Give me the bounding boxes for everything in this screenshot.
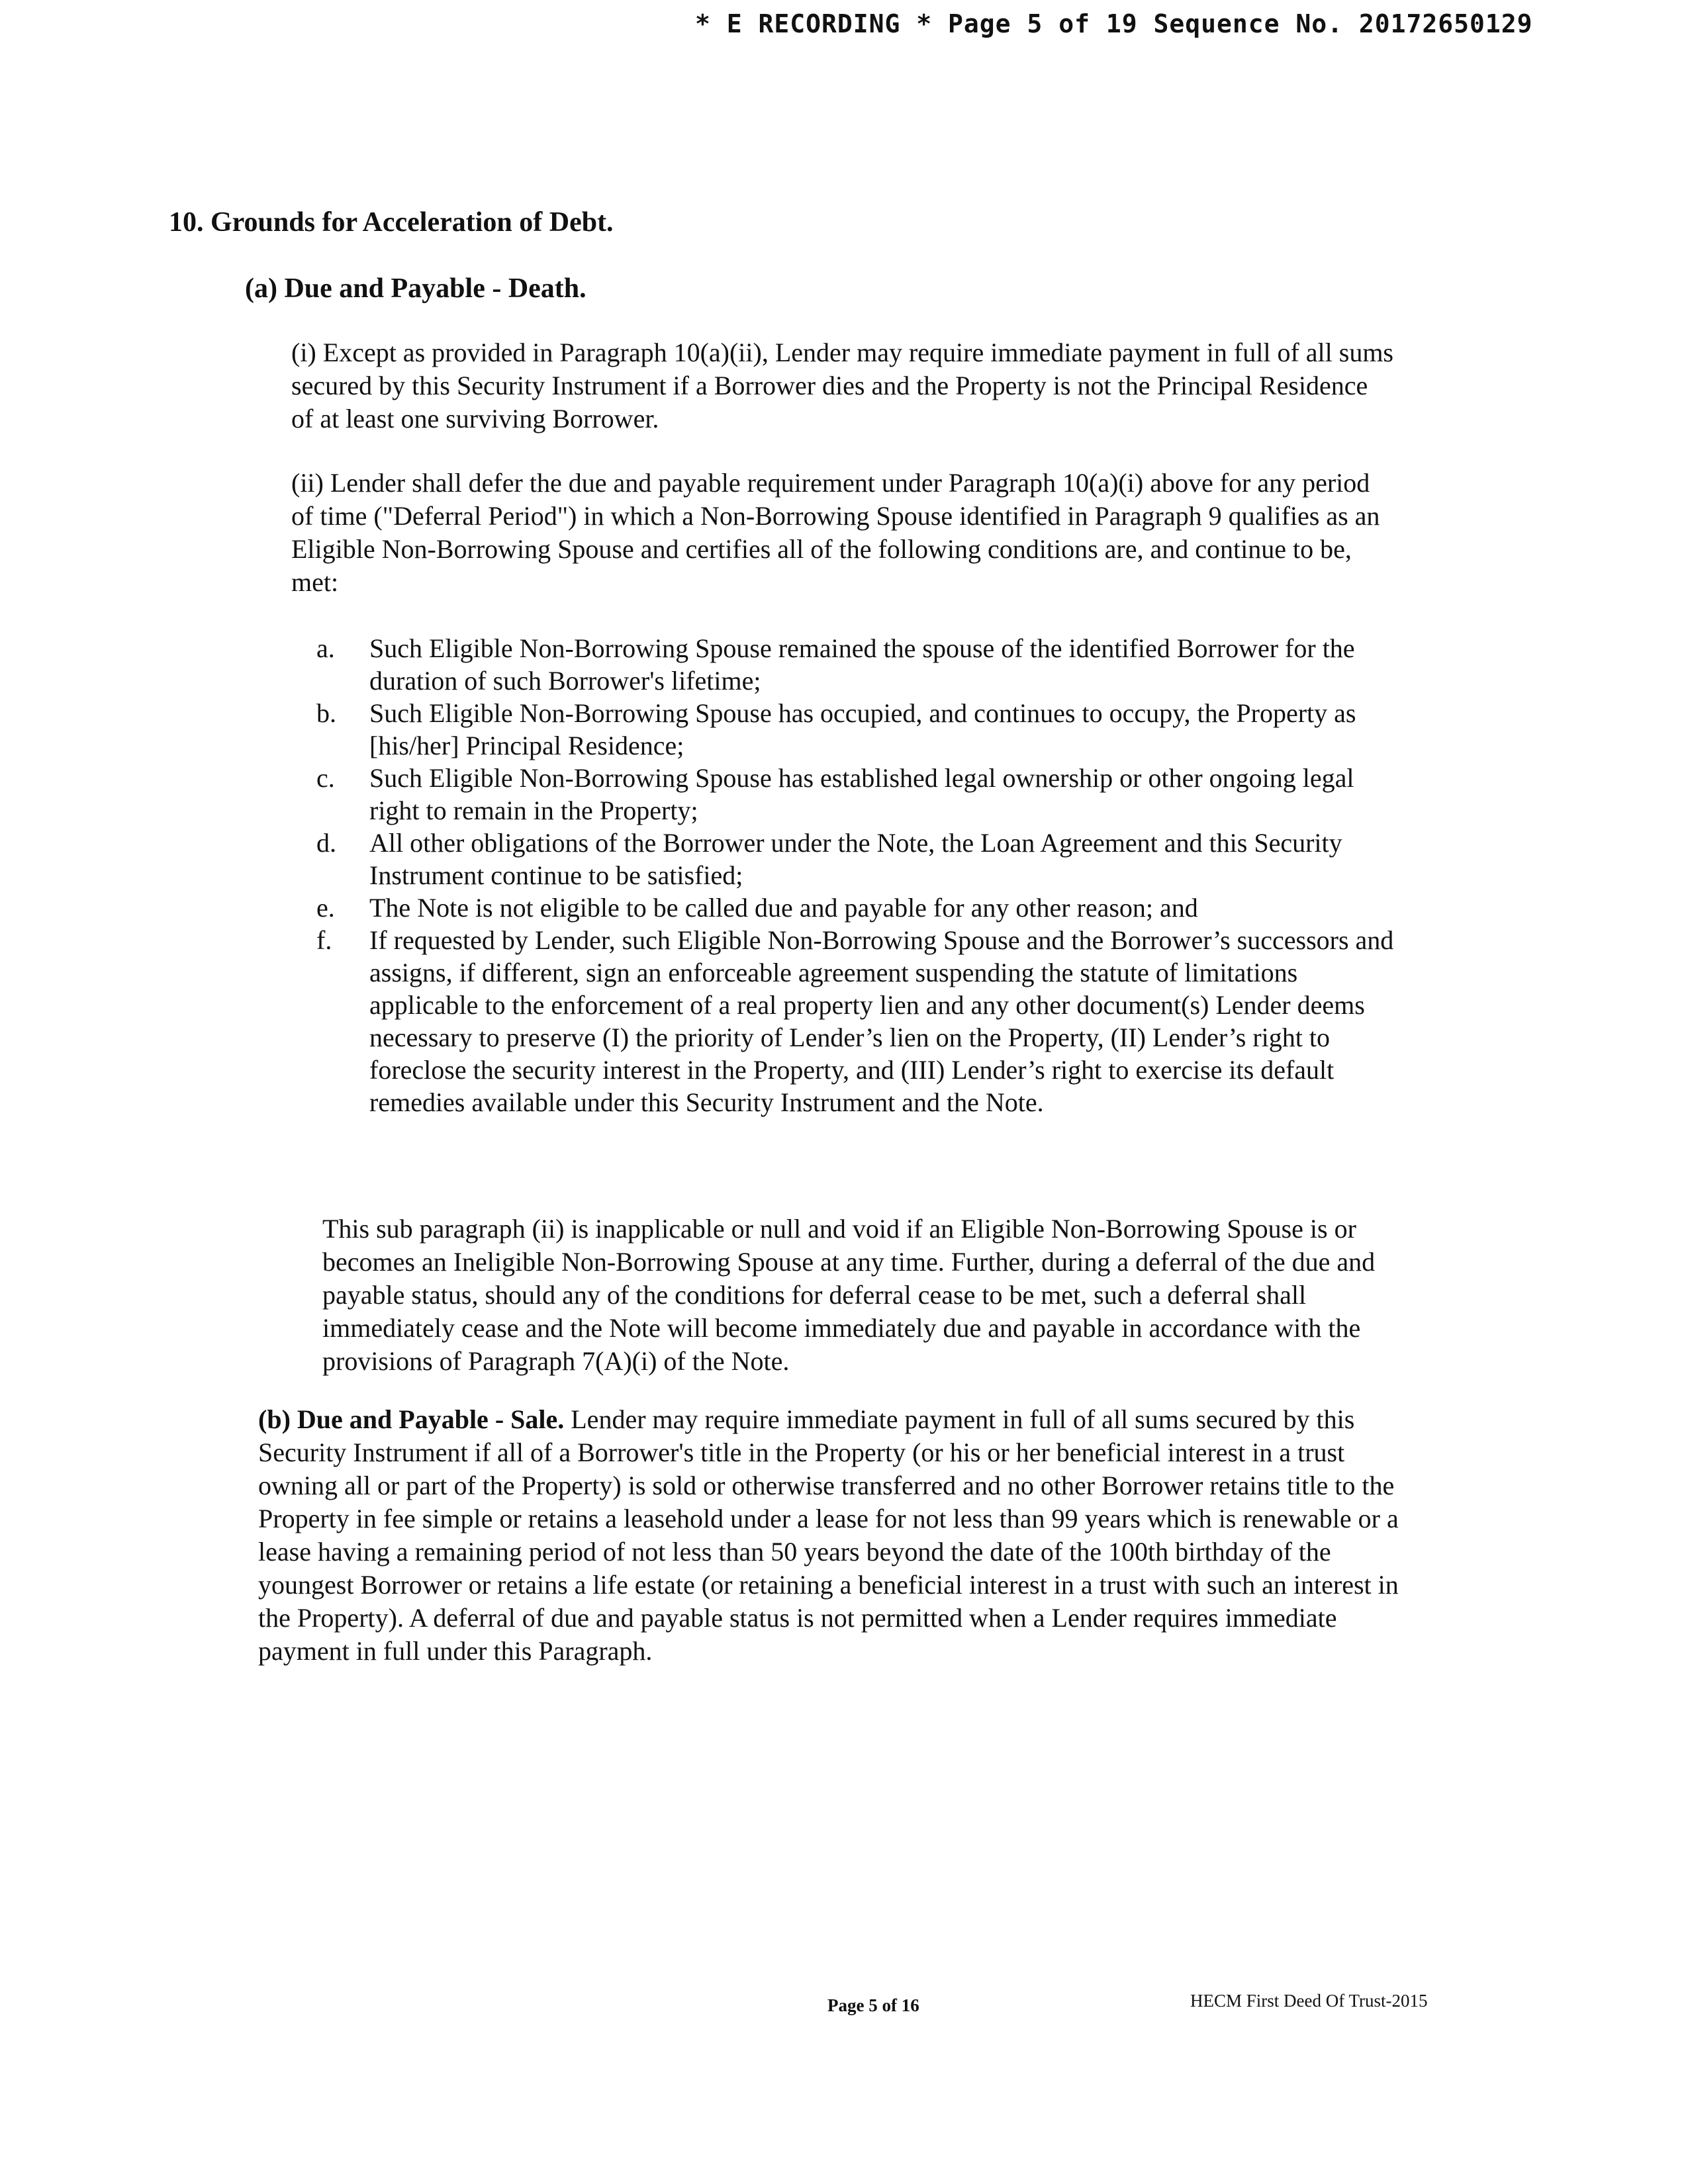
list-marker: c. xyxy=(316,763,335,793)
list-item xyxy=(316,924,1405,1118)
list-item xyxy=(316,697,1405,762)
list-marker: a. xyxy=(316,633,335,663)
paragraph-inapplicability: This sub paragraph (ii) is inapplicable or null and void if an Eligible Non-Borrowing Spouse is or becomes an Ineligible Non-Borrowing Spouse at any time. Further, during a deferral of the due and payable status, should any of the conditions for deferral cease to be met, such a deferral shall immediately cease and the Note will become immediately due and payable in accordance with the provisions of Paragraph 7(A)(i) of the Note. xyxy=(322,1214,1376,1376)
list-marker: b. xyxy=(316,698,336,728)
list-item-text: Such Eligible Non-Borrowing Spouse has occupied, and continues to occupy, the Property as [his/her] Principal Residence; xyxy=(369,698,1356,760)
list-item-text: All other obligations of the Borrower under the Note, the Loan Agreement and this Security Instrument continue to be satisfied; xyxy=(369,828,1342,890)
subsection-b-title: (b) Due and Payable - Sale. xyxy=(258,1404,565,1434)
list-item-text: If requested by Lender, such Eligible Non-Borrowing Spouse and the Borrower’s successors and assigns, if different, sign an enforceable agreement suspending the statute of limitations applicable to the enforcement of a real property lien and any other document(s) Lender deems necessary to preserve (I) the priority of Lender’s lien on the Property, (II) Lender’s right to foreclose the security interest in the Property, and (III) Lender’s right to exercise its default remedies available under this Security Instrument and the Note. xyxy=(369,925,1394,1117)
subsection-a-title: (a) Due and Payable - Death. xyxy=(245,273,586,304)
list-item-text: Such Eligible Non-Borrowing Spouse remained the spouse of the identified Borrower for the duration of such Borrower's lifetime; xyxy=(369,633,1355,696)
paragraph-ii: (ii) Lender shall defer the due and payable requirement under Paragraph 10(a)(i) above for any period of time ("Deferral Period") in which a Non-Borrowing Spouse identified in Paragraph 9 qualifies as an Eligible Non-Borrowing Spouse and certifies all of the following conditions are, and continue to be, met: xyxy=(291,468,1380,597)
subsection-b-text: Lender may require immediate payment in full of all sums secured by this Security Instrument if all of a Borrower's title in the Property (or his or her beneficial interest in a trust owning all or part of the Property) is sold or otherwise transferred and no other Borrower retains title to the Property in fee simple or retains a leasehold under a lease for not less than 99 years which is renewable or a lease having a remaining period of not less than 50 years beyond the date of the 100th birthday of the youngest Borrower or retains a life estate (or retaining a beneficial interest in a trust with such an interest in the Property). A deferral of due and payable status is not permitted when a Lender requires immediate payment in full under this Paragraph. xyxy=(258,1404,1399,1666)
list-item xyxy=(316,827,1405,891)
conditions-list xyxy=(316,632,1405,1118)
list-item-text: The Note is not eligible to be called due and payable for any other reason; and xyxy=(369,893,1198,923)
list-marker: f. xyxy=(316,925,332,955)
section-title: 10. Grounds for Acceleration of Debt. xyxy=(169,207,614,238)
footer-form-name: HECM First Deed Of Trust-2015 xyxy=(1190,1991,1428,2011)
list-item xyxy=(316,891,1405,924)
list-marker: e. xyxy=(316,893,335,923)
paragraph-i: (i) Except as provided in Paragraph 10(a)(ii), Lender may require immediate payment in full of all sums secured by this Security Instrument if a Borrower dies and the Property is not the Principal Residence of at least one surviving Borrower. xyxy=(291,338,1393,433)
list-item xyxy=(316,762,1405,827)
paragraph-b xyxy=(258,1403,1423,1668)
list-item xyxy=(316,632,1405,697)
list-item-text: Such Eligible Non-Borrowing Spouse has established legal ownership or other ongoing legal right to remain in the Property; xyxy=(369,763,1354,825)
list-marker: d. xyxy=(316,828,336,858)
footer-page-number: Page 5 of 16 xyxy=(827,1995,919,2015)
recording-stamp: * E RECORDING * Page 5 of 19 Sequence No. 20172650129 xyxy=(695,9,1533,38)
